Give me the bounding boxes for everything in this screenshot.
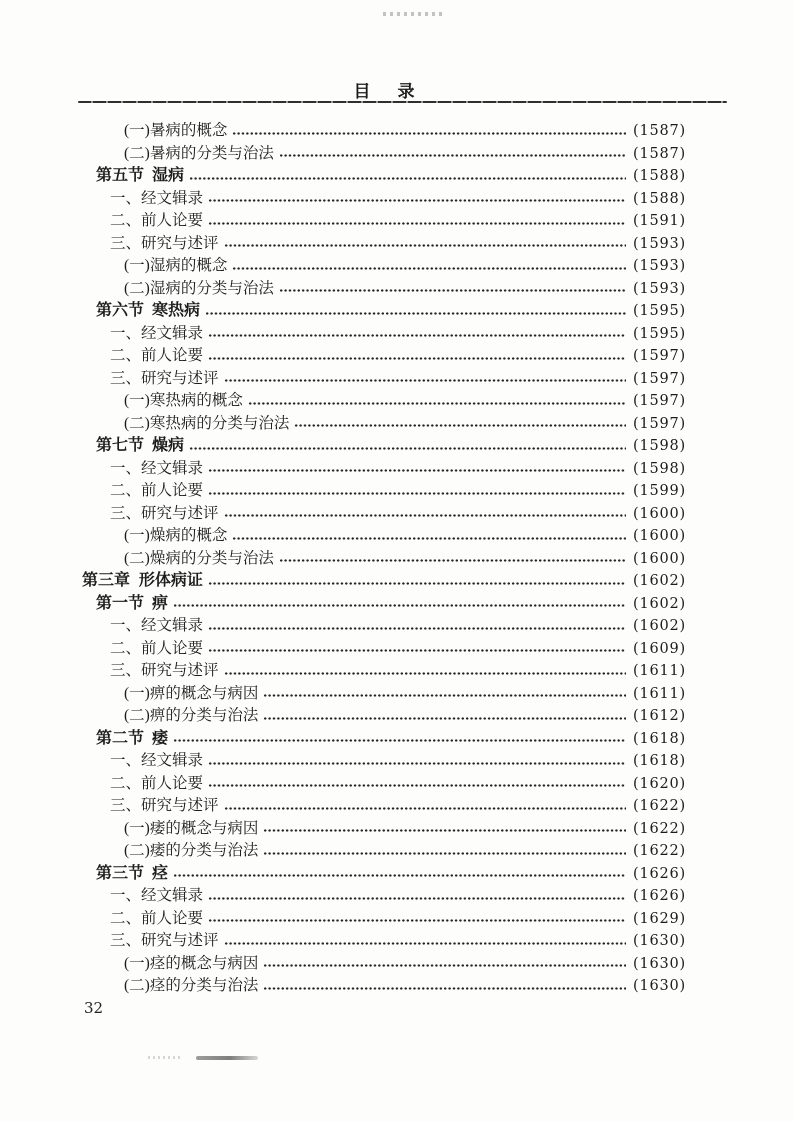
- toc-entry-page: (1595): [632, 325, 686, 342]
- toc-entry-title: (二)燥病的分类与治法: [124, 549, 274, 567]
- toc-entry: [82, 368, 686, 391]
- toc-entry-title: 二、前人论要: [110, 909, 204, 927]
- toc-entry: [82, 795, 686, 818]
- dot-leader: [279, 558, 626, 563]
- toc-entry-title: 二、前人论要: [110, 482, 204, 499]
- toc-entry: [82, 570, 686, 593]
- dot-leader: [208, 333, 626, 338]
- dot-leader: [232, 536, 626, 541]
- toc-entry-page: (1591): [632, 213, 686, 230]
- toc-entry-title: 三、研究与述评: [110, 504, 219, 522]
- toc-entry-page: (1622): [632, 820, 686, 837]
- toc-entry: [82, 413, 686, 436]
- dot-leader: [208, 356, 626, 361]
- toc-entry-page: (1629): [632, 910, 686, 927]
- toc-entry-page: (1622): [632, 798, 686, 815]
- toc-entry-title: 第一节 痹: [96, 594, 169, 612]
- toc-entry-page: (1598): [632, 438, 686, 455]
- dot-leader: [208, 581, 626, 586]
- toc-entry-page: (1602): [632, 595, 686, 612]
- toc-entry-title: (一)暑病的概念: [124, 122, 228, 139]
- toc-list: [82, 120, 686, 998]
- toc-entry: [82, 120, 686, 143]
- dot-leader: [173, 738, 626, 743]
- toc-entry: [82, 818, 686, 841]
- toc-entry: [82, 323, 686, 346]
- toc-entry-page: (1618): [632, 753, 686, 770]
- toc-entry: [82, 503, 686, 526]
- toc-entry: [82, 930, 686, 953]
- scan-smudge-bottom-light: [148, 1056, 182, 1059]
- toc-entry-title: 第二节 痿: [96, 729, 169, 747]
- dot-leader: [173, 603, 626, 608]
- toc-entry: [82, 683, 686, 706]
- toc-entry: [82, 143, 686, 166]
- toc-entry: [82, 705, 686, 728]
- toc-entry: [82, 525, 686, 548]
- header-divider: [78, 101, 727, 103]
- footer-page-number: 32: [84, 999, 104, 1017]
- toc-entry-title: 一、经文辑录: [110, 617, 204, 634]
- dot-leader: [224, 513, 626, 518]
- dot-leader: [263, 693, 626, 698]
- toc-entry-title: (二)痹的分类与治法: [124, 707, 259, 724]
- toc-entry: [82, 188, 686, 211]
- toc-entry-title: 一、经文辑录: [110, 752, 204, 769]
- toc-entry-page: (1618): [632, 730, 686, 747]
- toc-entry-title: 第六节 寒热病: [96, 302, 201, 319]
- toc-entry-title: 第五节 湿病: [96, 167, 185, 184]
- toc-entry-title: 一、经文辑录: [110, 459, 204, 477]
- toc-entry-title: (二)暑病的分类与治法: [124, 144, 274, 162]
- toc-entry: [82, 255, 686, 278]
- toc-entry-page: (1599): [632, 483, 686, 500]
- toc-entry: [82, 840, 686, 863]
- toc-entry: [82, 975, 686, 998]
- toc-entry-title: (一)痉的概念与病因: [124, 954, 259, 972]
- toc-entry-page: (1626): [632, 888, 686, 905]
- toc-entry-page: (1598): [632, 460, 686, 477]
- dot-leader: [208, 648, 626, 653]
- dot-leader: [279, 288, 626, 293]
- dot-leader: [279, 153, 626, 158]
- toc-entry-title: (一)痿的概念与病因: [124, 819, 259, 837]
- toc-entry-title: (一)燥病的概念: [124, 527, 228, 544]
- toc-entry-page: (1587): [632, 145, 686, 162]
- toc-entry-title: (一)湿病的概念: [124, 257, 228, 274]
- toc-entry-page: (1588): [632, 168, 686, 185]
- dot-leader: [263, 828, 626, 833]
- toc-entry: [82, 390, 686, 413]
- dot-leader: [224, 941, 626, 946]
- toc-entry: [82, 660, 686, 683]
- toc-entry-page: (1600): [632, 505, 686, 522]
- dot-leader: [208, 491, 626, 496]
- toc-entry-page: (1593): [632, 235, 686, 252]
- dot-leader: [263, 963, 626, 968]
- dot-leader: [205, 311, 626, 316]
- toc-entry-title: 第三章 形体病证: [82, 572, 203, 589]
- dot-leader: [208, 761, 626, 766]
- toc-entry: [82, 638, 686, 661]
- toc-entry-page: (1620): [632, 775, 686, 792]
- toc-entry: [82, 435, 686, 458]
- toc-entry: [82, 278, 686, 301]
- toc-entry-page: (1597): [632, 393, 686, 410]
- toc-entry-title: 三、研究与述评: [110, 369, 219, 387]
- scan-smudge-top: [383, 12, 445, 16]
- toc-entry: [82, 615, 686, 638]
- dot-leader: [224, 806, 626, 811]
- toc-entry-title: 三、研究与述评: [110, 662, 219, 679]
- dot-leader: [208, 468, 626, 473]
- toc-entry-page: (1612): [632, 708, 686, 725]
- dot-leader: [232, 266, 626, 271]
- toc-entry-page: (1611): [632, 663, 686, 680]
- toc-entry-page: (1588): [632, 190, 686, 207]
- dot-leader: [232, 131, 626, 136]
- toc-entry: [82, 728, 686, 751]
- page-title: 目 录: [353, 82, 417, 101]
- toc-entry-title: 三、研究与述评: [110, 234, 219, 252]
- dot-leader: [224, 243, 626, 248]
- toc-entry: [82, 345, 686, 368]
- toc-entry: [82, 773, 686, 796]
- toc-entry-page: (1630): [632, 955, 686, 972]
- dot-leader: [208, 783, 626, 788]
- toc-entry: [82, 210, 686, 233]
- toc-entry-title: 三、研究与述评: [110, 797, 219, 814]
- toc-entry: [82, 233, 686, 256]
- dot-leader: [208, 198, 626, 203]
- toc-entry-title: (一)寒热病的概念: [124, 392, 243, 409]
- dot-leader: [224, 378, 626, 383]
- toc-entry-page: (1622): [632, 843, 686, 860]
- toc-entry: [82, 165, 686, 188]
- dot-leader: [208, 221, 626, 226]
- toc-entry-title: 二、前人论要: [110, 639, 204, 657]
- toc-entry-page: (1597): [632, 415, 686, 432]
- toc-entry-title: (二)湿病的分类与治法: [124, 279, 274, 297]
- toc-entry-page: (1609): [632, 640, 686, 657]
- toc-entry: [82, 863, 686, 886]
- dot-leader: [263, 716, 626, 721]
- dot-leader: [208, 626, 626, 631]
- toc-entry-title: (二)痉的分类与治法: [124, 977, 259, 994]
- toc-entry-page: (1626): [632, 865, 686, 882]
- dot-leader: [248, 401, 626, 406]
- dot-leader: [189, 446, 626, 451]
- dot-leader: [208, 918, 626, 923]
- toc-entry-title: 二、前人论要: [110, 347, 204, 364]
- toc-entry-page: (1595): [632, 303, 686, 320]
- toc-entry-title: (二)痿的分类与治法: [124, 842, 259, 859]
- dot-leader: [173, 873, 626, 878]
- dot-leader: [294, 423, 626, 428]
- toc-entry: [82, 750, 686, 773]
- toc-entry-page: (1630): [632, 933, 686, 950]
- scan-smudge-bottom-dark: [196, 1056, 258, 1060]
- toc-entry-title: 一、经文辑录: [110, 324, 204, 342]
- toc-entry-page: (1611): [632, 685, 686, 702]
- toc-entry: [82, 480, 686, 503]
- dot-leader: [208, 896, 626, 901]
- toc-entry: [82, 593, 686, 616]
- toc-entry-page: (1600): [632, 550, 686, 567]
- dot-leader: [263, 851, 626, 856]
- toc-entry-title: 二、前人论要: [110, 774, 204, 792]
- toc-entry-title: 三、研究与述评: [110, 932, 219, 949]
- toc-entry-page: (1597): [632, 348, 686, 365]
- toc-entry-page: (1602): [632, 618, 686, 635]
- toc-entry-page: (1587): [632, 123, 686, 140]
- dot-leader: [189, 176, 626, 181]
- toc-entry-title: 第七节 燥病: [96, 437, 185, 454]
- dot-leader: [263, 986, 626, 991]
- toc-entry-title: (二)寒热病的分类与治法: [124, 414, 290, 432]
- toc-entry: [82, 548, 686, 571]
- dot-leader: [224, 671, 626, 676]
- toc-entry-title: (一)痹的概念与病因: [124, 684, 259, 702]
- toc-entry: [82, 300, 686, 323]
- toc-entry-page: (1630): [632, 978, 686, 995]
- toc-entry-title: 二、前人论要: [110, 212, 204, 229]
- toc-entry-page: (1602): [632, 573, 686, 590]
- toc-entry-title: 第三节 痉: [96, 864, 169, 882]
- toc-entry-page: (1593): [632, 258, 686, 275]
- toc-entry: [82, 458, 686, 481]
- toc-entry-title: 一、经文辑录: [110, 887, 204, 904]
- toc-entry-page: (1597): [632, 370, 686, 387]
- toc-entry-title: 一、经文辑录: [110, 189, 204, 207]
- toc-entry: [82, 908, 686, 931]
- toc-entry: [82, 953, 686, 976]
- toc-entry-page: (1600): [632, 528, 686, 545]
- toc-entry-page: (1593): [632, 280, 686, 297]
- toc-entry: [82, 885, 686, 908]
